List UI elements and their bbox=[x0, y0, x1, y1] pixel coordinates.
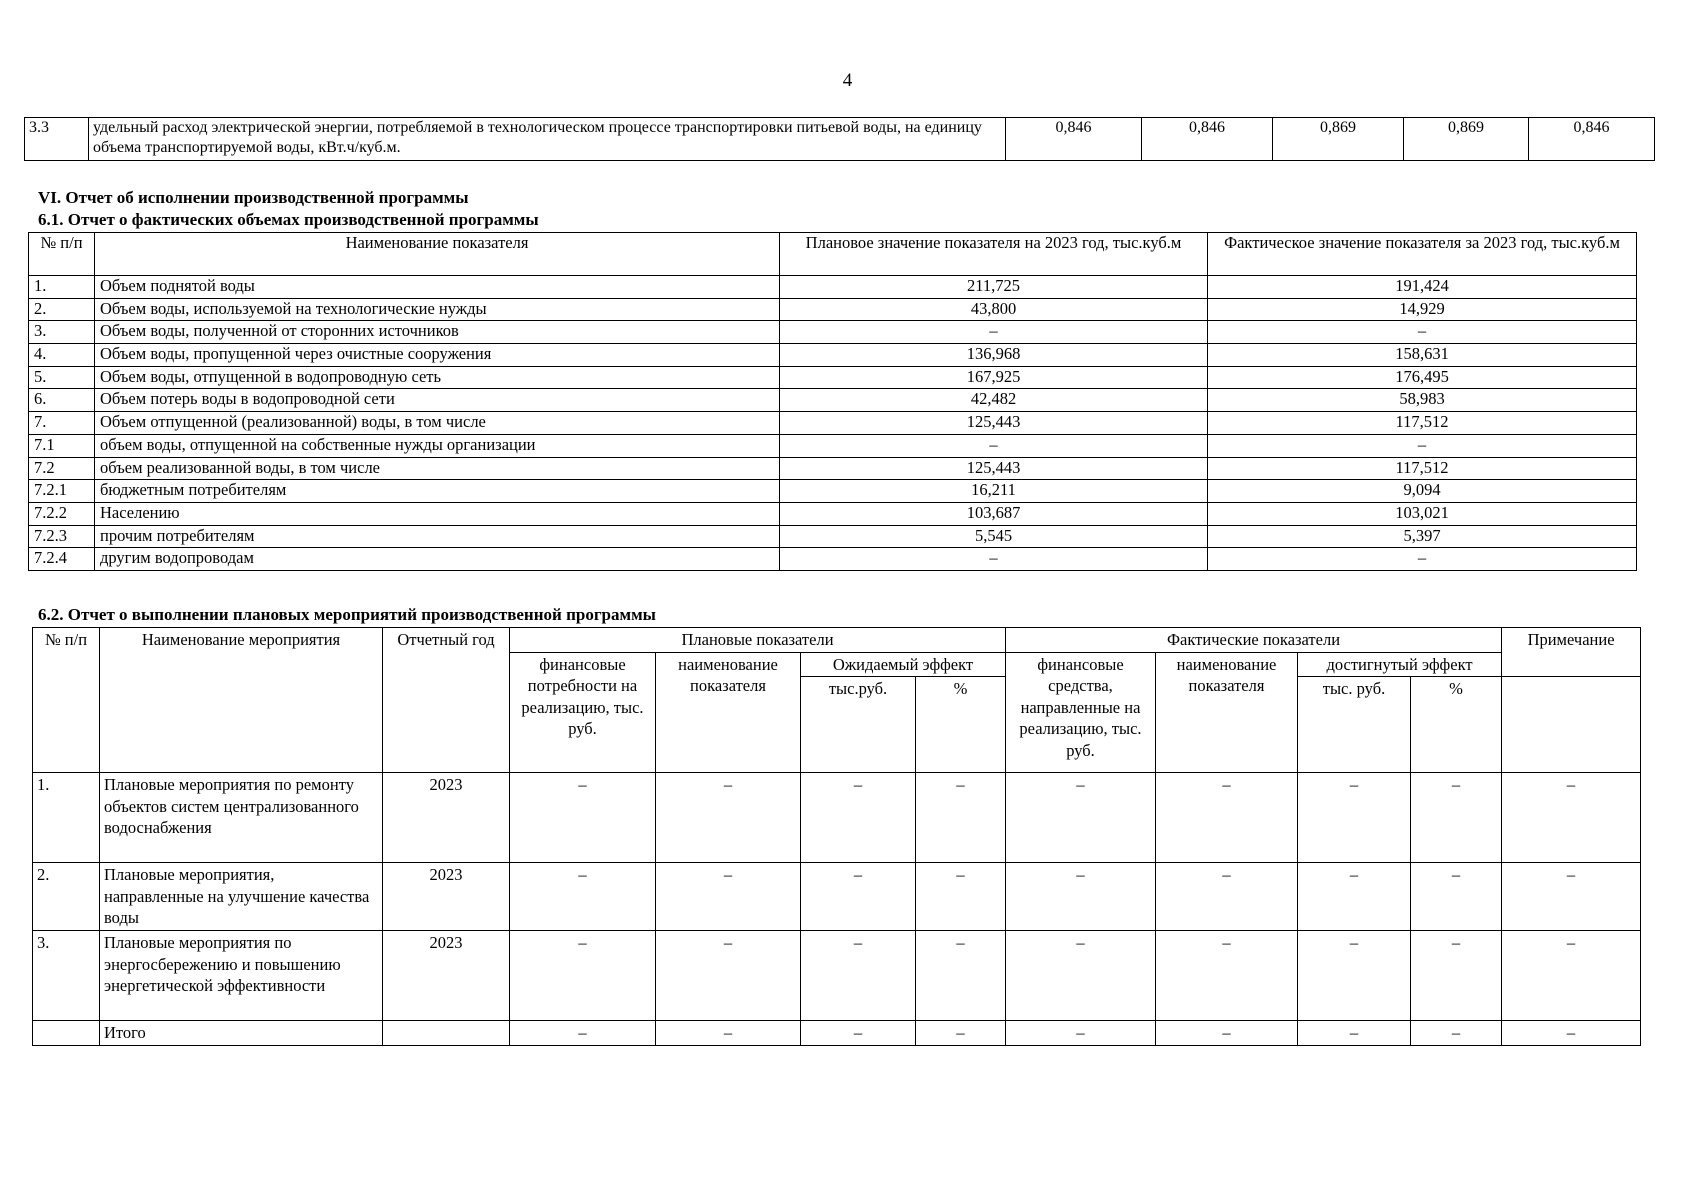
table-row bbox=[29, 276, 1637, 299]
plan-value: – bbox=[780, 321, 1208, 344]
dash-cell: – bbox=[1006, 863, 1156, 931]
table-row bbox=[33, 773, 1641, 863]
fact-value: 117,512 bbox=[1208, 457, 1637, 480]
header-plan-indicator: наименование показателя bbox=[656, 652, 801, 773]
table-row bbox=[25, 118, 1655, 161]
dash-cell: – bbox=[1502, 863, 1641, 931]
dash-cell: – bbox=[1298, 863, 1411, 931]
dash-cell: – bbox=[801, 1021, 916, 1046]
row-name: Объем воды, полученной от сторонних источников bbox=[95, 321, 780, 344]
row-number: 2. bbox=[33, 863, 100, 931]
dash-cell: – bbox=[1298, 1021, 1411, 1046]
fact-value: 103,021 bbox=[1208, 502, 1637, 525]
row-name: Плановые мероприятия по энергосбережению и повышению энергетической эффективности bbox=[100, 931, 383, 1021]
header-fact-effect-rub: тыс. руб. bbox=[1298, 677, 1411, 773]
table-row bbox=[29, 321, 1637, 344]
dash-cell: – bbox=[1411, 931, 1502, 1021]
row-name: Объем воды, используемой на технологические нужды bbox=[95, 298, 780, 321]
section-6-1-title: 6.1. Отчет о фактических объемах производственной программы bbox=[38, 210, 539, 229]
plan-value: 211,725 bbox=[780, 276, 1208, 299]
table-row bbox=[29, 480, 1637, 503]
row-name: Плановые мероприятия, направленные на улучшение качества воды bbox=[100, 863, 383, 931]
header-year: Отчетный год bbox=[383, 628, 510, 773]
row-number: 2. bbox=[29, 298, 95, 321]
dash-cell: – bbox=[916, 1021, 1006, 1046]
row-name: объем реализованной воды, в том числе bbox=[95, 457, 780, 480]
header-num: № п/п bbox=[33, 628, 100, 773]
dash-cell: – bbox=[1298, 931, 1411, 1021]
row-number: 3. bbox=[33, 931, 100, 1021]
total-label: Итого bbox=[100, 1021, 383, 1046]
plan-value: 167,925 bbox=[780, 366, 1208, 389]
plan-value: – bbox=[780, 434, 1208, 457]
row-number: 5. bbox=[29, 366, 95, 389]
fact-value: 5,397 bbox=[1208, 525, 1637, 548]
dash-cell: – bbox=[801, 773, 916, 863]
row-name: объем воды, отпущенной на собственные нужды организации bbox=[95, 434, 780, 457]
row-number: 1. bbox=[29, 276, 95, 299]
fact-value: 9,094 bbox=[1208, 480, 1637, 503]
header-fact-indicator: наименование показателя bbox=[1156, 652, 1298, 773]
dash-cell: – bbox=[1156, 863, 1298, 931]
header-num: № п/п bbox=[29, 233, 95, 276]
dash-cell: – bbox=[1156, 1021, 1298, 1046]
dash-cell: – bbox=[1502, 1021, 1641, 1046]
table-total-row bbox=[33, 1021, 1641, 1046]
header-plan-fin: финансовые потребности на реализацию, тыс. руб. bbox=[510, 652, 656, 773]
table-row bbox=[29, 434, 1637, 457]
fact-value: 117,512 bbox=[1208, 412, 1637, 435]
dash-cell: – bbox=[510, 863, 656, 931]
dash-cell: – bbox=[1411, 773, 1502, 863]
section-vi-title: VI. Отчет об исполнении производственной программы bbox=[38, 188, 469, 207]
dash-cell: – bbox=[656, 863, 801, 931]
plan-value: – bbox=[780, 548, 1208, 571]
header-plan-effect: Ожидаемый эффект bbox=[801, 652, 1006, 677]
row-year bbox=[383, 1021, 510, 1046]
row-name: Объем воды, пропущенной через очистные сооружения bbox=[95, 344, 780, 367]
row-name: прочим потребителям bbox=[95, 525, 780, 548]
fact-value: 176,495 bbox=[1208, 366, 1637, 389]
row-number: 7.2 bbox=[29, 457, 95, 480]
header-note: Примечание bbox=[1502, 628, 1641, 677]
row-number bbox=[33, 1021, 100, 1046]
table-row bbox=[29, 525, 1637, 548]
header-fact-fin: финансовые средства, направленные на реализацию, тыс. руб. bbox=[1006, 652, 1156, 773]
fact-value: 191,424 bbox=[1208, 276, 1637, 299]
header-fact-group: Фактические показатели bbox=[1006, 628, 1502, 653]
table-6-1 bbox=[28, 232, 1637, 571]
row-name: другим водопроводам bbox=[95, 548, 780, 571]
row-year: 2023 bbox=[383, 773, 510, 863]
plan-value: 103,687 bbox=[780, 502, 1208, 525]
plan-value: 16,211 bbox=[780, 480, 1208, 503]
dash-cell: – bbox=[1006, 773, 1156, 863]
dash-cell: – bbox=[1298, 773, 1411, 863]
section-6-2-title: 6.2. Отчет о выполнении плановых мероприятий производственной программы bbox=[38, 605, 656, 624]
row-number: 3.3 bbox=[25, 118, 89, 161]
dash-cell: – bbox=[1006, 931, 1156, 1021]
table-6-2 bbox=[32, 627, 1641, 1046]
row-number: 7. bbox=[29, 412, 95, 435]
table-row-3-3 bbox=[24, 117, 1655, 161]
dash-cell: – bbox=[1006, 1021, 1156, 1046]
dash-cell: – bbox=[1156, 773, 1298, 863]
header-fact: Фактическое значение показателя за 2023 год, тыс.куб.м bbox=[1208, 233, 1637, 276]
fact-value: 14,929 bbox=[1208, 298, 1637, 321]
header-name: Наименование показателя bbox=[95, 233, 780, 276]
table-row bbox=[29, 344, 1637, 367]
value-cell: 0,846 bbox=[1142, 118, 1273, 161]
dash-cell: – bbox=[1411, 1021, 1502, 1046]
table-row bbox=[29, 389, 1637, 412]
header-name: Наименование мероприятия bbox=[100, 628, 383, 773]
header-plan-effect-rub: тыс.руб. bbox=[801, 677, 916, 773]
table-row bbox=[29, 457, 1637, 480]
header-plan-group: Плановые показатели bbox=[510, 628, 1006, 653]
row-name: Плановые мероприятия по ремонту объектов систем централизованного водоснабжения bbox=[100, 773, 383, 863]
table-header-row bbox=[33, 628, 1641, 653]
dash-cell: – bbox=[801, 863, 916, 931]
row-number: 7.2.3 bbox=[29, 525, 95, 548]
value-cell: 0,846 bbox=[1529, 118, 1655, 161]
table-row bbox=[33, 863, 1641, 931]
page-number: 4 bbox=[842, 70, 853, 91]
dash-cell: – bbox=[801, 931, 916, 1021]
row-name: Населению bbox=[95, 502, 780, 525]
dash-cell: – bbox=[1411, 863, 1502, 931]
row-year: 2023 bbox=[383, 931, 510, 1021]
row-year: 2023 bbox=[383, 863, 510, 931]
row-name: Объем потерь воды в водопроводной сети bbox=[95, 389, 780, 412]
row-number: 7.2.1 bbox=[29, 480, 95, 503]
header-plan: Плановое значение показателя на 2023 год, тыс.куб.м bbox=[780, 233, 1208, 276]
row-name: бюджетным потребителям bbox=[95, 480, 780, 503]
row-number: 7.2.4 bbox=[29, 548, 95, 571]
dash-cell: – bbox=[510, 1021, 656, 1046]
row-name: удельный расход электрической энергии, потребляемой в технологическом процессе транспортировки питьевой воды, на единицу объема транспортируемой воды, кВт.ч/куб.м. bbox=[89, 118, 1006, 161]
dash-cell: – bbox=[1502, 931, 1641, 1021]
row-number: 7.1 bbox=[29, 434, 95, 457]
table-row bbox=[29, 298, 1637, 321]
plan-value: 5,545 bbox=[780, 525, 1208, 548]
header-fact-effect: достигнутый эффект bbox=[1298, 652, 1502, 677]
header-note-blank bbox=[1502, 677, 1641, 773]
dash-cell: – bbox=[916, 773, 1006, 863]
dash-cell: – bbox=[656, 1021, 801, 1046]
plan-value: 43,800 bbox=[780, 298, 1208, 321]
dash-cell: – bbox=[1156, 931, 1298, 1021]
dash-cell: – bbox=[1502, 773, 1641, 863]
row-number: 6. bbox=[29, 389, 95, 412]
dash-cell: – bbox=[656, 773, 801, 863]
row-name: Объем воды, отпущенной в водопроводную сеть bbox=[95, 366, 780, 389]
dash-cell: – bbox=[916, 931, 1006, 1021]
plan-value: 136,968 bbox=[780, 344, 1208, 367]
table-row bbox=[29, 502, 1637, 525]
row-number: 3. bbox=[29, 321, 95, 344]
fact-value: – bbox=[1208, 434, 1637, 457]
value-cell: 0,869 bbox=[1273, 118, 1404, 161]
table-row bbox=[29, 412, 1637, 435]
row-number: 1. bbox=[33, 773, 100, 863]
dash-cell: – bbox=[510, 931, 656, 1021]
fact-value: 58,983 bbox=[1208, 389, 1637, 412]
row-name: Объем отпущенной (реализованной) воды, в том числе bbox=[95, 412, 780, 435]
plan-value: 42,482 bbox=[780, 389, 1208, 412]
plan-value: 125,443 bbox=[780, 412, 1208, 435]
value-cell: 0,869 bbox=[1404, 118, 1529, 161]
header-fact-effect-pct: % bbox=[1411, 677, 1502, 773]
row-number: 4. bbox=[29, 344, 95, 367]
fact-value: – bbox=[1208, 548, 1637, 571]
row-name: Объем поднятой воды bbox=[95, 276, 780, 299]
table-header-row bbox=[29, 233, 1637, 276]
dash-cell: – bbox=[656, 931, 801, 1021]
value-cell: 0,846 bbox=[1006, 118, 1142, 161]
row-number: 7.2.2 bbox=[29, 502, 95, 525]
header-plan-effect-pct: % bbox=[916, 677, 1006, 773]
fact-value: 158,631 bbox=[1208, 344, 1637, 367]
table-row bbox=[29, 366, 1637, 389]
dash-cell: – bbox=[510, 773, 656, 863]
table-row bbox=[33, 931, 1641, 1021]
plan-value: 125,443 bbox=[780, 457, 1208, 480]
fact-value: – bbox=[1208, 321, 1637, 344]
table-row bbox=[29, 548, 1637, 571]
dash-cell: – bbox=[916, 863, 1006, 931]
